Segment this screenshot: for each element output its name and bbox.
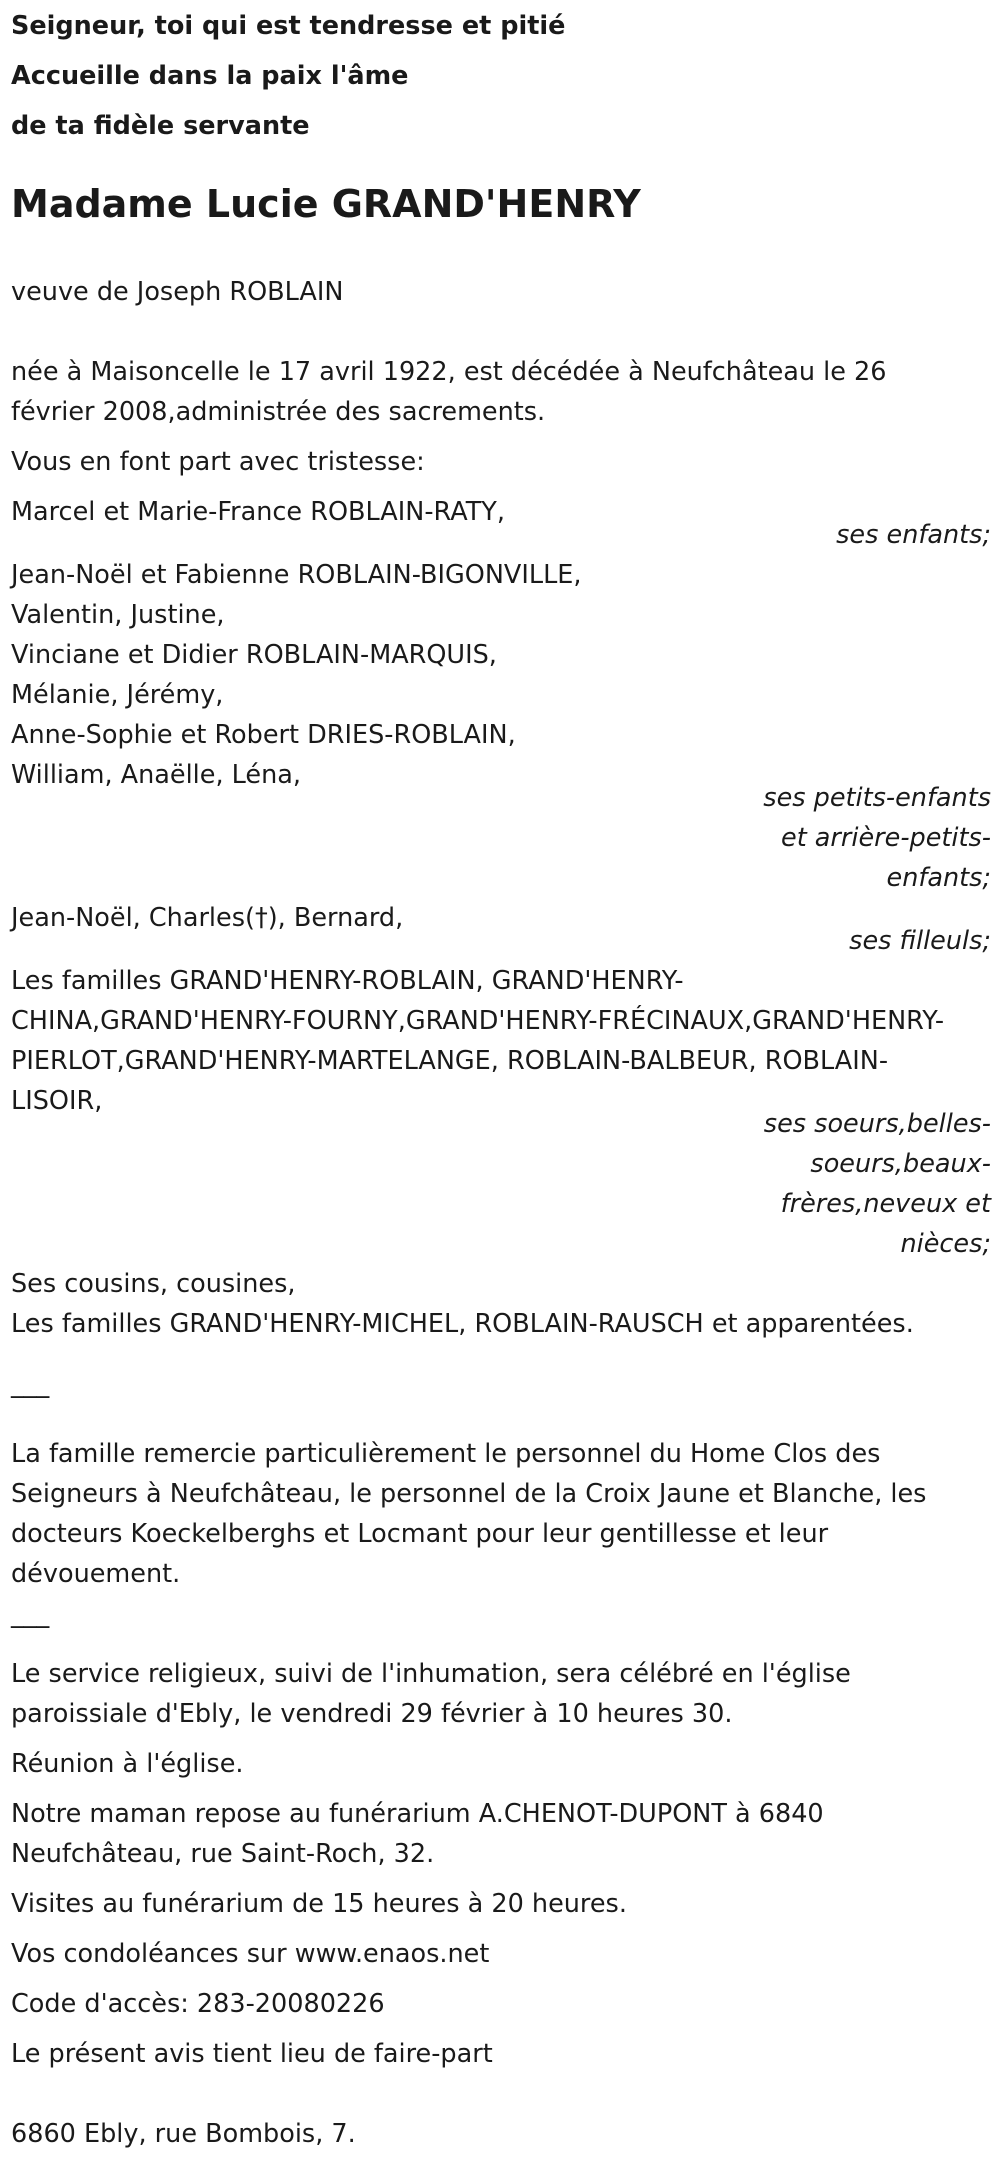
grandchildren-label [731,778,991,898]
rest-line: Notre maman repose au funérarium A.CHENOT-DUPONT à 6840 [11,1799,824,1829]
label-line: ses soeurs,belles- [763,1109,991,1139]
notice-line: Le présent avis tient lieu de faire-part [11,2039,493,2069]
prayer-line: de ta fidèle servante [11,111,310,141]
families-line: PIERLOT,GRAND'HENRY-MARTELANGE, ROBLAIN-BALBEUR, ROBLAIN- [11,1046,889,1076]
announcement: Vous en font part avec tristesse: [11,447,425,477]
grandchildren-line: Vinciane et Didier ROBLAIN-MARQUIS, [11,640,497,670]
thanks-line: docteurs Koeckelberghs et Locmant pour leur gentillesse et leur [11,1519,829,1549]
service-line: Le service religieux, suivi de l'inhumation, sera célébré en l'église [11,1659,851,1689]
cousins-line: Les familles GRAND'HENRY-MICHEL, ROBLAIN-RAUSCH et apparentées. [11,1309,914,1339]
condolences-line: Vos condoléances sur www.enaos.net [11,1939,490,1969]
label-line: frères,neveux et [780,1189,991,1219]
label-line: nièces; [900,1229,991,1259]
address-line: 6860 Ebly, rue Bombois, 7. [11,2119,356,2149]
access-code-line: Code d'accès: 283-20080226 [11,1989,385,2019]
deceased-name: Madame Lucie GRAND'HENRY [11,182,641,226]
widow-line: veuve de Joseph ROBLAIN [11,277,344,307]
families-line: CHINA,GRAND'HENRY-FOURNY,GRAND'HENRY-FRÉCINAUX,GRAND'HENRY- [11,1006,945,1036]
thanks-line: La famille remercie particulièrement le personnel du Home Clos des [11,1439,881,1469]
service-line: paroissiale d'Ebly, le vendredi 29 février à 10 heures 30. [11,1699,733,1729]
prayer-line: Seigneur, toi qui est tendresse et pitié [11,11,566,41]
godchildren-names: Jean-Noël, Charles(†), Bernard, [11,903,404,933]
grandchildren-line: Mélanie, Jérémy, [11,680,224,710]
grandchildren-line: Jean-Noël et Fabienne ROBLAIN-BIGONVILLE, [11,560,582,590]
label-line: soeurs,beaux- [810,1149,991,1179]
cousins-line: Ses cousins, cousines, [11,1269,296,1299]
godchildren-label: ses filleuls; [849,926,991,956]
siblings-label [731,1104,991,1264]
visits-line: Visites au funérarium de 15 heures à 20 heures. [11,1889,627,1919]
grandchildren-line: Valentin, Justine, [11,600,225,630]
rest-line: Neufchâteau, rue Saint-Roch, 32. [11,1839,435,1869]
families-line: Les familles GRAND'HENRY-ROBLAIN, GRAND'HENRY- [11,966,684,996]
opening-prayer [11,1,565,151]
grandchildren-line: Anne-Sophie et Robert DRIES-ROBLAIN, [11,720,516,750]
label-line: et arrière-petits- [781,823,991,853]
separator: ___ [11,1369,50,1399]
thanks-line: Seigneurs à Neufchâteau, le personnel de la Croix Jaune et Blanche, les [11,1479,927,1509]
children-label: ses enfants; [836,520,991,550]
label-line: enfants; [886,863,991,893]
grandchildren-line: William, Anaëlle, Léna, [11,760,302,790]
thanks-line: dévouement. [11,1559,181,1589]
birth-death-line: née à Maisoncelle le 17 avril 1922, est décédée à Neufchâteau le 26 [11,357,887,387]
prayer-line: Accueille dans la paix l'âme [11,61,409,91]
label-line: ses petits-enfants [763,783,991,813]
children-names: Marcel et Marie-France ROBLAIN-RATY, [11,497,505,527]
meeting-line: Réunion à l'église. [11,1749,244,1779]
birth-death-line: février 2008,administrée des sacrements. [11,397,546,427]
separator: ___ [11,1599,50,1629]
families-line: LISOIR, [11,1086,103,1116]
